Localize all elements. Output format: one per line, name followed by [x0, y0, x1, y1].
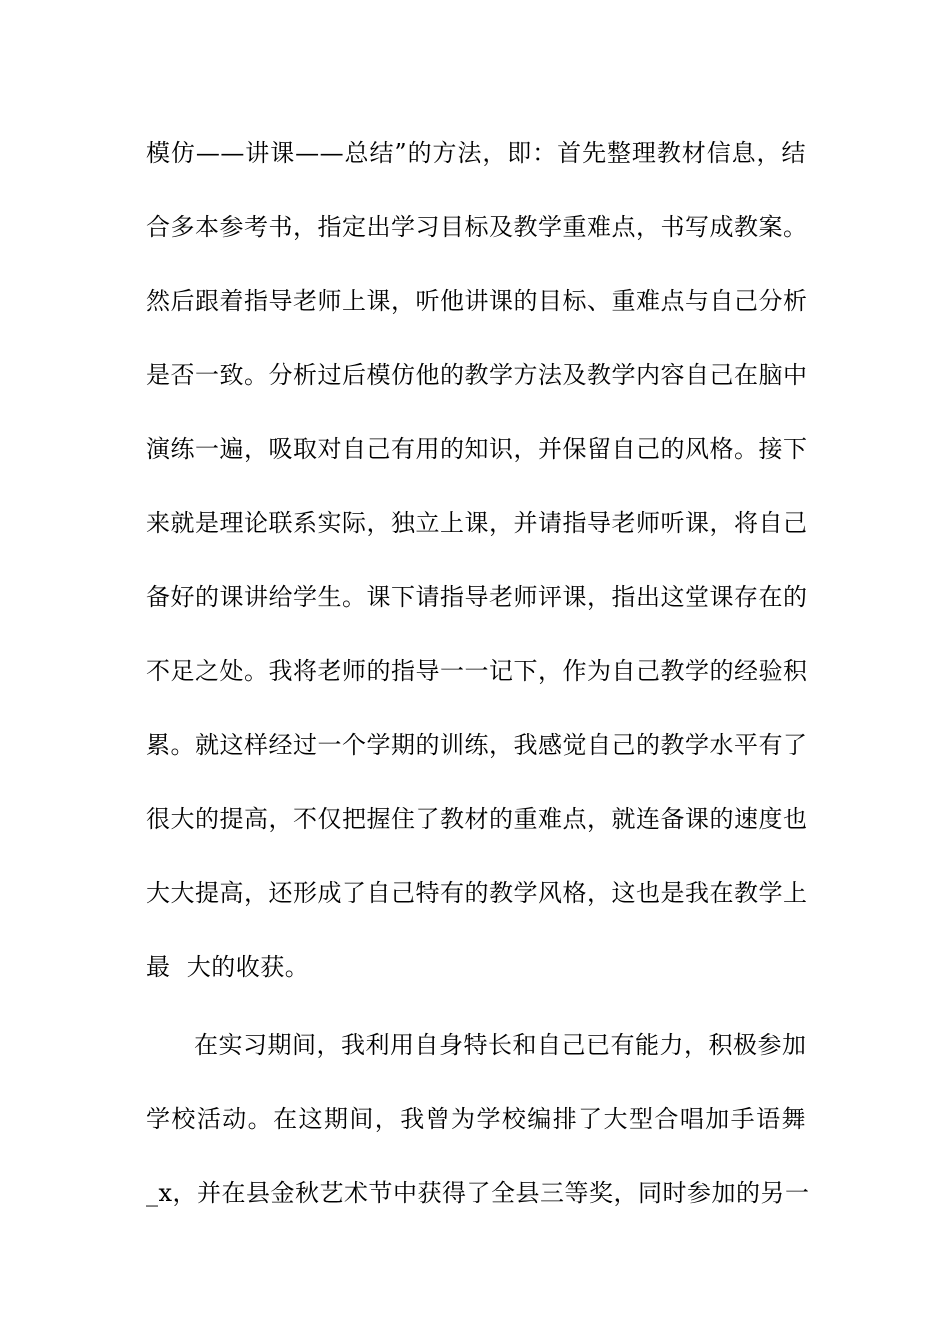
text-line: 来就是理论联系实际，独立上课，并请指导老师听课，将自己 [146, 509, 808, 537]
paragraph-first-line: 在实习期间，我利用自身特长和自己已有能力，积极参加 [194, 1031, 807, 1059]
text-line: _x，并在县金秋艺术节中获得了全县三等奖，同时参加的另一 [146, 1179, 810, 1207]
text-line: 学校活动。在这期间，我曾为学校编排了大型合唱加手语舞 [146, 1105, 806, 1133]
text-line: 是否一致。分析过后模仿他的教学方法及教学内容自己在脑中 [146, 361, 808, 389]
text-line: 不足之处。我将老师的指导一一记下，作为自己教学的经验积 [146, 657, 808, 685]
text-line: 很大的提高，不仅把握住了教材的重难点，就连备课的速度也 [146, 805, 808, 833]
text-line: 演练一遍，吸取对自己有用的知识，并保留自己的风格。接下 [146, 435, 808, 463]
text-line: 模仿——讲课——总结”的方法，即：首先整理教材信息，结 [146, 139, 806, 167]
text-line: 备好的课讲给学生。课下请指导老师评课，指出这堂课存在的 [146, 583, 808, 611]
text-line: 累。就这样经过一个学期的训练，我感觉自己的教学水平有了 [146, 731, 808, 759]
text-line: 然后跟着指导老师上课，听他讲课的目标、重难点与自己分析 [146, 287, 808, 315]
text-line: 大大提高，还形成了自己特有的教学风格，这也是我在教学上 [146, 879, 808, 907]
text-line: 最 大的收获。 [146, 953, 310, 981]
text-line: 合多本参考书，指定出学习目标及教学重难点，书写成教案。 [146, 213, 808, 241]
